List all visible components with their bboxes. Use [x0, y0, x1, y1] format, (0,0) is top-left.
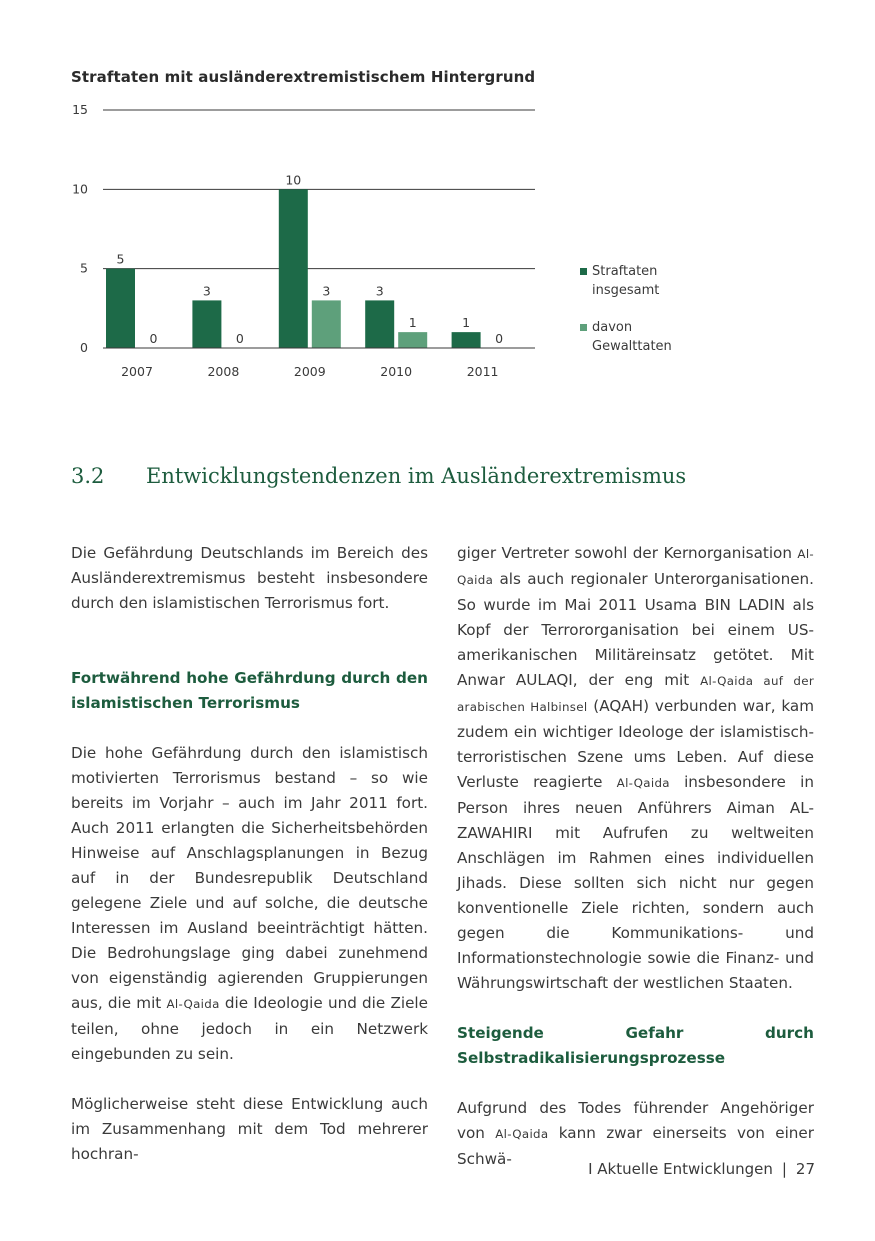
legend-label-total: Straftaten insgesamt [592, 264, 660, 298]
x-tick-label: 2007 [121, 364, 153, 379]
bar [452, 332, 481, 348]
data-label: 0 [235, 331, 244, 346]
chart-legend [580, 262, 687, 356]
x-tick-label: 2010 [380, 364, 413, 379]
page-number: 27 [795, 1160, 815, 1178]
bar [365, 300, 394, 348]
data-label: 1 [462, 315, 471, 331]
legend-swatch-violent [580, 324, 587, 331]
page-footer [588, 1160, 815, 1178]
paragraph-leaders: giger Vertreter sowohl der Kernorganisation Al-Qaida als auch regionaler Unterorganisationen. So wurde im Mai 2011 Usama BIN LADIN als Kopf der Terrororganisation bei einem US-amerikanischen Militäreinsatz getötet. Mit Anwar AULAQI, der eng mit Al-Qaida auf der arabischen Halbinsel (AQAH) verbunden war, kam zudem ein wichtiger Ideologe der islamistisch-terroristischen Szene ums Leben. Auf diese Verluste reagierte Al-Qaida insbesondere in Person ihres neuen Anführers Aiman AL-ZAWAHIRI mit Aufrufen zu weltweiten Anschlägen im Rahmen eines individuellen Jihads. Diese sollten sich nicht nur gegen konventionelle Ziele richten, sondern auch gegen die Kommunikations- und Informationstechnologie sowie die Finanz- und Währungswirtschaft der westlichen Staaten. [457, 544, 815, 992]
paragraph-weakening: Aufgrund des Todes führender Angehöriger von Al-Qaida kann zwar einerseits von einer Schwä- [457, 1099, 814, 1168]
chart-title: Straftaten mit ausländerextremistischem Hintergrund [71, 68, 536, 86]
left-column [71, 541, 428, 1167]
section-heading [71, 464, 686, 488]
paragraph-development: Möglicherweise steht diese Entwicklung auch im Zusammenhang mit dem Tod mehrerer hochran- [71, 1095, 428, 1163]
y-tick-label: 15 [72, 102, 88, 117]
data-label: 3 [375, 283, 384, 299]
paragraph-threat: Die hohe Gefährdung durch den islamistisch motivierten Terrorismus bestand – so wie bereits im Vorjahr – auch im Jahr 2011 fort. Auch 2011 erlangten die Sicherheitsbehörden Hinweise auf Anschlagsplanungen in Bezug auf in der Bundesrepublik Deutschland gelegene Ziele und auf solche, die deutsche Interessen im Ausland beeinträchtigt hätten. Die Bedrohungslage ging dabei zunehmend von eigenständig agierenden Gruppierungen aus, die mit Al-Qaida die Ideologie und die Ziele teilen, ohne jedoch in ein Netzwerk eingebunden zu sein. [71, 744, 428, 1063]
legend-item-total [580, 262, 687, 300]
x-tick-label: 2009 [293, 364, 326, 379]
data-label: 3 [202, 283, 211, 299]
org-name: Al-Qaida [166, 997, 220, 1011]
section-number: 3.2 [71, 464, 105, 488]
legend-item-violent [580, 318, 687, 356]
x-tick-label: 2008 [207, 364, 240, 379]
data-label: 1 [408, 315, 417, 331]
org-name: Al-Qaida [457, 547, 814, 587]
legend-swatch-total [580, 268, 587, 275]
org-name: Al-Qaida [495, 1127, 549, 1141]
org-name: Al-Qaida [616, 776, 670, 790]
subheading-self-radicalization: Steigende Gefahr durch Selbstradikalisierungsprozesse [457, 1024, 814, 1067]
data-label: 3 [322, 283, 331, 299]
legend-label-violent: davon Gewalttaten [592, 320, 672, 354]
subheading-terrorism: Fortwährend hohe Gefährdung durch den islamistischen Terrorismus [71, 669, 428, 712]
section-title: Entwicklungstendenzen im Ausländerextremismus [146, 464, 687, 488]
y-tick-label: 10 [72, 181, 88, 197]
data-label: 0 [149, 331, 158, 346]
org-name: Al-Qaida auf der arabischen Halbinsel [457, 674, 815, 714]
bar [192, 300, 221, 348]
intro-paragraph: Die Gefährdung Deutschlands im Bereich des Ausländerextremismus besteht insbesondere durch den islamistischen Terrorismus fort. [71, 544, 428, 612]
data-label: 10 [285, 172, 302, 188]
bar [106, 269, 135, 348]
footer-section: I Aktuelle Entwicklungen [588, 1160, 773, 1178]
bar-chart [60, 95, 560, 395]
data-label: 5 [116, 251, 125, 267]
x-tick-label: 2011 [466, 364, 499, 379]
y-tick-label: 5 [80, 260, 88, 276]
y-tick-label: 0 [80, 340, 88, 355]
bar [398, 332, 427, 348]
data-label: 0 [495, 331, 504, 346]
right-column [457, 541, 814, 1172]
bar [312, 300, 341, 348]
bar [279, 189, 308, 348]
footer-separator: | [781, 1160, 787, 1178]
